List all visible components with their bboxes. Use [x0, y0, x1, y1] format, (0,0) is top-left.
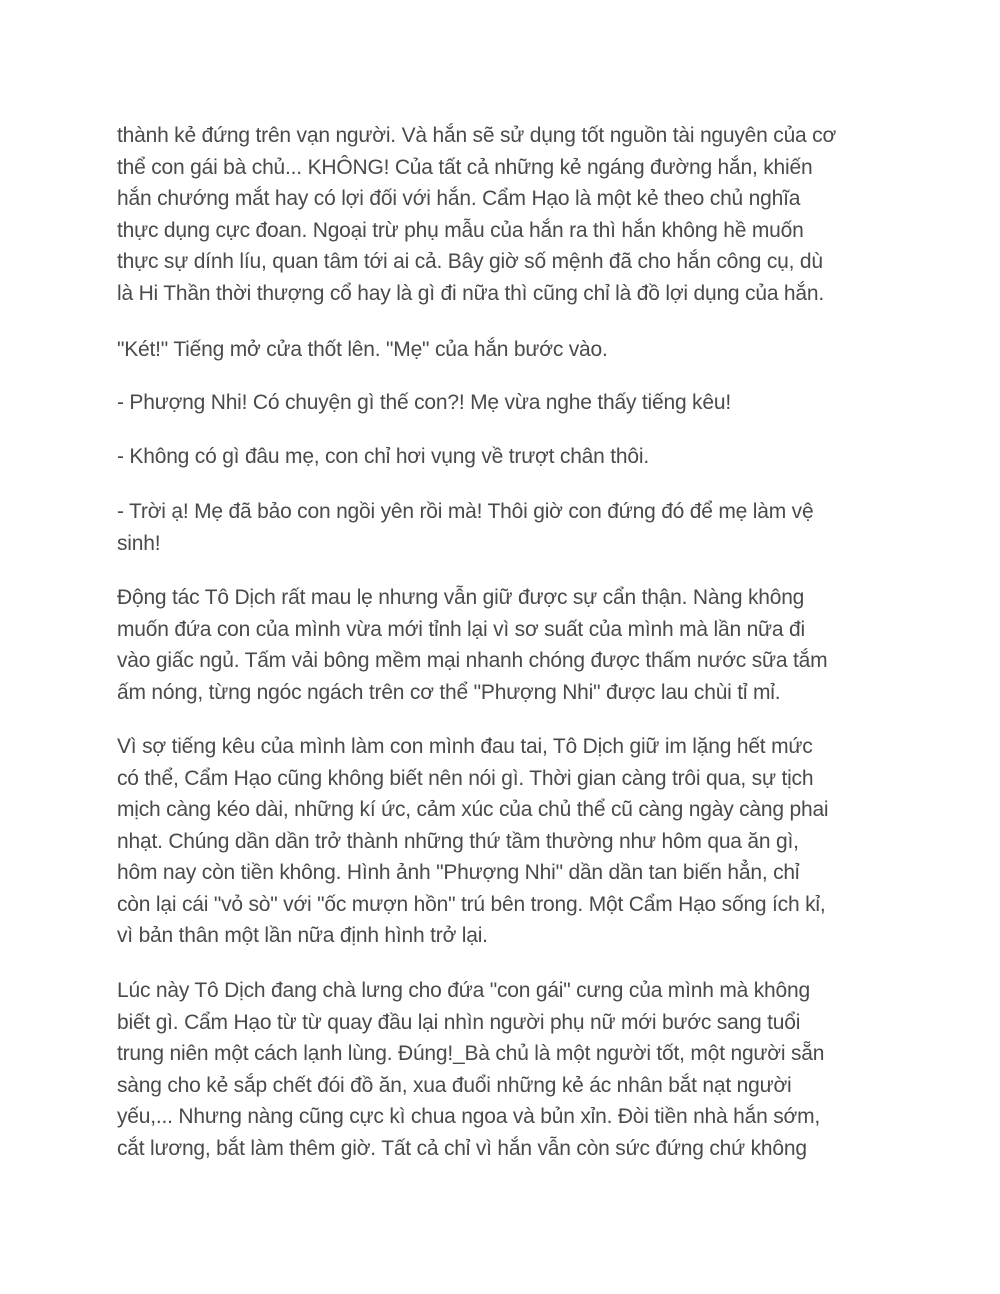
paragraph [117, 120, 917, 309]
text-line: Lúc này Tô Dịch đang chà lưng cho đứa "con gái" cưng của mình mà không [117, 979, 810, 1002]
text-line: có thể, Cẩm Hạo cũng không biết nên nói gì. Thời gian càng trôi qua, sự tịch [117, 766, 814, 790]
text-line: "Két!" Tiếng mở cửa thốt lên. "Mẹ" của hắn bước vào. [117, 338, 608, 361]
text-line: ấm nóng, từng ngóc ngách trên cơ thể "Phượng Nhi" được lau chùi tỉ mỉ. [117, 680, 781, 704]
text-line: còn lại cái "vỏ sò" với "ốc mượn hồn" trú bên trong. Một Cẩm Hạo sống ích kỉ, [117, 892, 826, 916]
text-line: cắt lương, bắt làm thêm giờ. Tất cả chỉ vì hắn vẫn còn sức đứng chứ không [117, 1136, 807, 1160]
paragraph [117, 975, 917, 1164]
paragraph [117, 496, 917, 559]
paragraph [117, 441, 917, 473]
text-line: hắn chướng mắt hay có lợi đối với hắn. Cẩm Hạo là một kẻ theo chủ nghĩa [117, 187, 801, 210]
text-line: thực sự dính líu, quan tâm tới ai cả. Bây giờ số mệnh đã cho hắn công cụ, dù [117, 250, 823, 273]
paragraph [117, 387, 917, 419]
text-line: là Hi Thần thời thượng cổ hay là gì đi nữa thì cũng chỉ là đồ lợi dụng của hắn. [117, 281, 825, 305]
text-line: nhạt. Chúng dần dần trở thành những thứ tầm thường như hôm qua ăn gì, [117, 829, 799, 853]
text-line: - Phượng Nhi! Có chuyện gì thế con?! Mẹ vừa nghe thấy tiếng kêu! [117, 391, 731, 414]
text-line: sinh! [117, 531, 161, 555]
text-line: hôm nay còn tiền không. Hình ảnh "Phượng Nhi" dần dần tan biến hẳn, chỉ [117, 861, 800, 884]
text-line: mịch càng kéo dài, những kí ức, cảm xúc của chủ thể cũ càng ngày càng phai [117, 798, 829, 821]
text-line: muốn đứa con của mình vừa mới tỉnh lại vì sơ suất của mình mà lần nữa đi [117, 617, 805, 641]
text-line: - Không có gì đâu mẹ, con chỉ hơi vụng về trượt chân thôi. [117, 445, 649, 468]
text-line: yếu,... Nhưng nàng cũng cực kì chua ngoa và bủn xỉn. Đòi tiền nhà hắn sớm, [117, 1105, 821, 1128]
text-line: thể con gái bà chủ... KHÔNG! Của tất cả những kẻ ngáng đường hắn, khiến [117, 155, 813, 179]
paragraph [117, 582, 917, 708]
text-line: biết gì. Cẩm Hạo từ từ quay đầu lại nhìn người phụ nữ mới bước sang tuổi [117, 1010, 801, 1034]
paragraph [117, 334, 917, 366]
text-line: Vì sợ tiếng kêu của mình làm con mình đau tai, Tô Dịch giữ im lặng hết mức [117, 735, 813, 758]
paragraph [117, 731, 917, 952]
text-line: thành kẻ đứng trên vạn người. Và hắn sẽ sử dụng tốt nguồn tài nguyên của cơ [117, 124, 837, 147]
text-line: trung niên một cách lạnh lùng. Đúng!_Bà chủ là một người tốt, một người sẵn [117, 1042, 825, 1065]
text-line: vào giấc ngủ. Tấm vải bông mềm mại nhanh chóng được thấm nước sữa tắm [117, 649, 828, 672]
text-line: vì bản thân một lần nữa định hình trở lại. [117, 924, 488, 947]
text-line: - Trời ạ! Mẹ đã bảo con ngồi yên rồi mà! Thôi giờ con đứng đó để mẹ làm vệ [117, 500, 814, 523]
text-line: sàng cho kẻ sắp chết đói đồ ăn, xua đuổi những kẻ ác nhân bắt nạt người [117, 1073, 792, 1097]
text-line: Động tác Tô Dịch rất mau lẹ nhưng vẫn giữ được sự cẩn thận. Nàng không [117, 586, 805, 609]
text-line: thực dụng cực đoan. Ngoại trừ phụ mẫu của hắn ra thì hắn không hề muốn [117, 218, 804, 242]
